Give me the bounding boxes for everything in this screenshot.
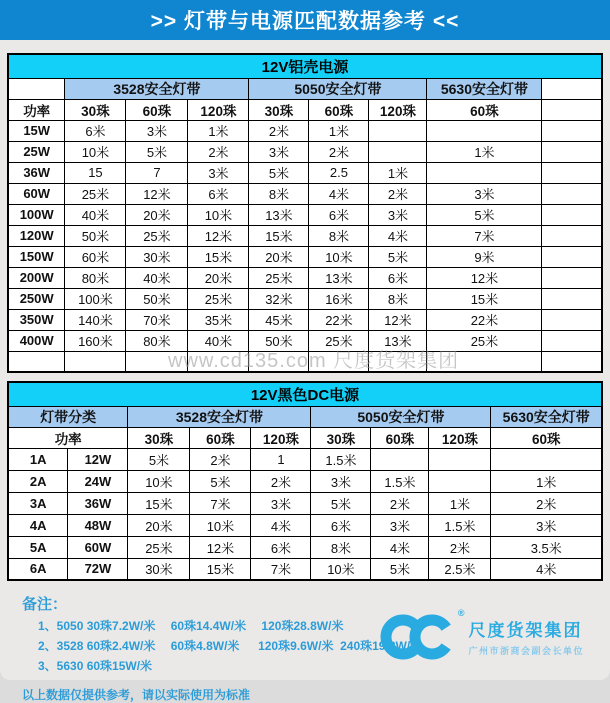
dc-power-table	[7, 381, 603, 581]
row-header-cell: 3A	[8, 492, 68, 514]
table-cell	[542, 288, 602, 309]
note-line-3: 3、5630 60珠15W/米	[38, 659, 153, 673]
table-cell: 3米	[311, 470, 371, 492]
group-header-5050: 5050安全灯带	[311, 406, 491, 427]
table-cell: 16米	[309, 288, 369, 309]
table-cell: 20米	[188, 267, 249, 288]
table-cell: 22米	[427, 309, 542, 330]
table-cell: 2.5米	[429, 558, 491, 580]
table-cell	[427, 162, 542, 183]
power-label: 功率	[8, 427, 128, 448]
page-header	[0, 0, 610, 40]
row-header-cell: 350W	[8, 309, 65, 330]
table-cell: 32米	[249, 288, 309, 309]
table-cell: 22米	[309, 309, 369, 330]
row-header-cell: 60W	[68, 536, 128, 558]
col-header: 30珠	[249, 99, 309, 120]
table-cell	[427, 120, 542, 141]
table-cell: 3米	[251, 492, 311, 514]
table-cell	[542, 120, 602, 141]
table-cell	[369, 120, 427, 141]
table-cell: 2.5	[309, 162, 369, 183]
table-cell	[542, 309, 602, 330]
table-cell: 3米	[491, 514, 602, 536]
table-cell: 1米	[429, 492, 491, 514]
row-header-cell: 4A	[8, 514, 68, 536]
table-cell: 50米	[249, 330, 309, 351]
table-cell: 35米	[188, 309, 249, 330]
table-cell	[65, 351, 126, 372]
table-cell: 3米	[369, 204, 427, 225]
table-row	[8, 536, 602, 558]
table-row	[8, 288, 602, 309]
column-header-row	[8, 427, 602, 448]
table-cell: 15米	[190, 558, 251, 580]
table-cell: 3.5米	[491, 536, 602, 558]
table-cell	[542, 330, 602, 351]
table-cell: 2米	[249, 120, 309, 141]
table2-title: 12V黑色DC电源	[8, 382, 602, 406]
registered-mark: ®	[457, 608, 465, 618]
col-header: 120珠	[188, 99, 249, 120]
table-cell: 6米	[251, 536, 311, 558]
table-row	[8, 267, 602, 288]
col-header: 120珠	[369, 99, 427, 120]
table-cell: 10米	[309, 246, 369, 267]
table-cell	[429, 470, 491, 492]
table-cell: 15	[65, 162, 126, 183]
row-header-cell: 250W	[8, 288, 65, 309]
table-cell	[369, 351, 427, 372]
logo-text	[468, 616, 584, 657]
table-cell: 9米	[427, 246, 542, 267]
table-cell	[542, 351, 602, 372]
table-cell: 2米	[429, 536, 491, 558]
table-cell	[542, 141, 602, 162]
table-cell: 25米	[309, 330, 369, 351]
row-header-cell: 120W	[8, 225, 65, 246]
row-header-cell: 400W	[8, 330, 65, 351]
row-header-cell: 200W	[8, 267, 65, 288]
table-cell: 5米	[427, 204, 542, 225]
row-header-cell: 60W	[8, 183, 65, 204]
table-cell: 6米	[309, 204, 369, 225]
table-cell: 7	[126, 162, 188, 183]
table-cell: 5米	[371, 558, 429, 580]
table-cell: 25米	[65, 183, 126, 204]
table-cell: 3米	[188, 162, 249, 183]
row-header-cell: 36W	[8, 162, 65, 183]
table-cell: 7米	[190, 492, 251, 514]
col-header: 60珠	[427, 99, 542, 120]
table-cell: 15米	[128, 492, 190, 514]
table-cell: 5米	[249, 162, 309, 183]
row-header-cell: 2A	[8, 470, 68, 492]
table-cell: 50米	[65, 225, 126, 246]
table-cell: 12米	[369, 309, 427, 330]
column-header-row	[8, 99, 602, 120]
col-header: 30珠	[65, 99, 126, 120]
table-cell	[542, 204, 602, 225]
table-cell: 140米	[65, 309, 126, 330]
table-row	[8, 558, 602, 580]
table-title-row	[8, 382, 602, 406]
table-cell	[491, 448, 602, 470]
col-header: 60珠	[371, 427, 429, 448]
table-cell: 25米	[188, 288, 249, 309]
table-cell: 100米	[65, 288, 126, 309]
table-cell: 3米	[249, 141, 309, 162]
table-cell: 30米	[128, 558, 190, 580]
group-header-5630: 5630安全灯带	[491, 406, 602, 427]
table-row	[8, 204, 602, 225]
table-cell: 7米	[427, 225, 542, 246]
table-cell	[429, 448, 491, 470]
table-cell: 8米	[249, 183, 309, 204]
table-cell	[309, 351, 369, 372]
table-cell: 1米	[369, 162, 427, 183]
row-header-cell: 15W	[8, 120, 65, 141]
table-cell	[188, 351, 249, 372]
table-cell	[542, 267, 602, 288]
table-cell: 1.5米	[311, 448, 371, 470]
group-header-3528: 3528安全灯带	[65, 78, 249, 99]
table-cell	[542, 162, 602, 183]
blank-cell	[542, 78, 602, 99]
blank-cell	[8, 78, 65, 99]
table-cell: 15米	[249, 225, 309, 246]
table-cell	[542, 183, 602, 204]
table-row	[8, 351, 602, 372]
col-header: 120珠	[429, 427, 491, 448]
table-cell: 60米	[65, 246, 126, 267]
table-cell: 80米	[126, 330, 188, 351]
table-row	[8, 330, 602, 351]
table-cell: 40米	[188, 330, 249, 351]
table-cell: 2米	[309, 141, 369, 162]
table-cell: 10米	[65, 141, 126, 162]
table-cell: 15米	[188, 246, 249, 267]
table-cell: 70米	[126, 309, 188, 330]
table-cell: 25米	[128, 536, 190, 558]
table-cell: 20米	[126, 204, 188, 225]
col-header: 功率	[8, 99, 65, 120]
row-header-cell: 12W	[68, 448, 128, 470]
table-cell: 2米	[491, 492, 602, 514]
table-row	[8, 514, 602, 536]
table-cell: 3米	[126, 120, 188, 141]
company-logo	[382, 610, 584, 662]
row-header-cell: 1A	[8, 448, 68, 470]
table-cell: 2米	[190, 448, 251, 470]
col-header: 30珠	[128, 427, 190, 448]
table-cell: 6米	[311, 514, 371, 536]
col-header: 30珠	[311, 427, 371, 448]
watermark: www.cd135.com 尺度货架集团	[168, 350, 460, 372]
table-cell: 1.5米	[429, 514, 491, 536]
table-cell: 8米	[369, 288, 427, 309]
table-cell: 25米	[427, 330, 542, 351]
blank-cell	[542, 99, 602, 120]
table-cell: 4米	[251, 514, 311, 536]
notes-label: 备注：	[22, 596, 68, 613]
group-header-5050: 5050安全灯带	[249, 78, 427, 99]
col-header: 60珠	[126, 99, 188, 120]
table-cell	[8, 351, 65, 372]
table-cell: 12米	[427, 267, 542, 288]
table-cell: 1米	[309, 120, 369, 141]
note-line-2: 2、3528 60珠2.4W/米 60珠4.8W/米 120珠9.6W/米 240珠19.2W/米	[38, 639, 423, 653]
table-cell	[542, 246, 602, 267]
table-cell: 8米	[309, 225, 369, 246]
table-cell	[249, 351, 309, 372]
table-cell: 20米	[128, 514, 190, 536]
table-cell: 1米	[491, 470, 602, 492]
logo-subtitle: 广州市浙商会副会长单位	[468, 645, 584, 656]
table-cell: 1.5米	[371, 470, 429, 492]
table-row	[8, 183, 602, 204]
row-header-cell: 72W	[68, 558, 128, 580]
col-header: 60珠	[491, 427, 602, 448]
table-row	[8, 246, 602, 267]
table-cell: 5米	[369, 246, 427, 267]
table-cell: 4米	[309, 183, 369, 204]
col-header: 60珠	[190, 427, 251, 448]
table-row	[8, 225, 602, 246]
table-cell: 20米	[249, 246, 309, 267]
row-header-cell: 5A	[8, 536, 68, 558]
row-header-cell: 150W	[8, 246, 65, 267]
table-cell: 45米	[249, 309, 309, 330]
page-title: >> 灯带与电源匹配数据参考 <<	[150, 10, 460, 33]
table-cell	[126, 351, 188, 372]
table-cell: 4米	[369, 225, 427, 246]
table1-title: 12V铝壳电源	[8, 54, 602, 78]
table-cell: 25米	[126, 225, 188, 246]
table-cell: 25米	[249, 267, 309, 288]
row-header-cell: 24W	[68, 470, 128, 492]
table-cell: 6米	[369, 267, 427, 288]
table-cell: 2米	[188, 141, 249, 162]
table-cell: 5米	[126, 141, 188, 162]
row-header-cell: 48W	[68, 514, 128, 536]
table-cell: 5米	[311, 492, 371, 514]
table-cell: 1	[251, 448, 311, 470]
table-row	[8, 492, 602, 514]
table-cell: 12米	[188, 225, 249, 246]
row-header-cell: 25W	[8, 141, 65, 162]
logo-company-name: 尺度货架集团	[468, 620, 583, 640]
table-row	[8, 448, 602, 470]
table-cell: 10米	[311, 558, 371, 580]
table-cell	[369, 141, 427, 162]
table-cell: 80米	[65, 267, 126, 288]
cc-logo-icon	[382, 608, 465, 662]
table-row	[8, 309, 602, 330]
table-row	[8, 141, 602, 162]
table-cell: 15米	[427, 288, 542, 309]
table-cell: 10米	[190, 514, 251, 536]
group-header-row	[8, 78, 602, 99]
table-row	[8, 162, 602, 183]
table-cell: 2米	[369, 183, 427, 204]
aluminum-power-table	[7, 53, 603, 373]
table-cell: 6米	[65, 120, 126, 141]
table-cell: 10米	[188, 204, 249, 225]
group-header-5630: 5630安全灯带	[427, 78, 542, 99]
row-header-cell: 100W	[8, 204, 65, 225]
col-header: 120珠	[251, 427, 311, 448]
table-row	[8, 120, 602, 141]
table-cell: 13米	[309, 267, 369, 288]
table-cell: 50米	[126, 288, 188, 309]
table-title-row	[8, 54, 602, 78]
table-cell: 160米	[65, 330, 126, 351]
table-row	[8, 470, 602, 492]
table-cell	[371, 448, 429, 470]
table-cell: 12米	[126, 183, 188, 204]
table-cell: 7米	[251, 558, 311, 580]
table-cell: 1米	[427, 141, 542, 162]
table-cell: 2米	[251, 470, 311, 492]
table-cell: 6米	[188, 183, 249, 204]
table-cell: 1米	[188, 120, 249, 141]
table-cell	[427, 351, 542, 372]
table-cell: 12米	[190, 536, 251, 558]
table-cell: 3米	[371, 514, 429, 536]
table-cell: 4米	[491, 558, 602, 580]
table-cell: 8米	[311, 536, 371, 558]
table-cell: 5米	[190, 470, 251, 492]
table-cell: 13米	[369, 330, 427, 351]
table-cell: 4米	[371, 536, 429, 558]
note-line-1: 1、5050 30珠7.2W/米 60珠14.4W/米 120珠28.8W/米	[38, 619, 344, 633]
group-header-row	[8, 406, 602, 427]
disclaimer: 以上数据仅提供参考，请以实际使用为标准	[22, 688, 251, 702]
table-cell: 13米	[249, 204, 309, 225]
table-cell: 40米	[126, 267, 188, 288]
group-header-3528: 3528安全灯带	[128, 406, 311, 427]
row-header-cell: 6A	[8, 558, 68, 580]
table-cell: 3米	[427, 183, 542, 204]
table-cell: 30米	[126, 246, 188, 267]
table-cell: 2米	[371, 492, 429, 514]
table-cell: 40米	[65, 204, 126, 225]
row-header-cell: 36W	[68, 492, 128, 514]
strip-class-header: 灯带分类	[8, 406, 128, 427]
table-cell: 10米	[128, 470, 190, 492]
table-cell	[542, 225, 602, 246]
table-cell: 5米	[128, 448, 190, 470]
col-header: 60珠	[309, 99, 369, 120]
